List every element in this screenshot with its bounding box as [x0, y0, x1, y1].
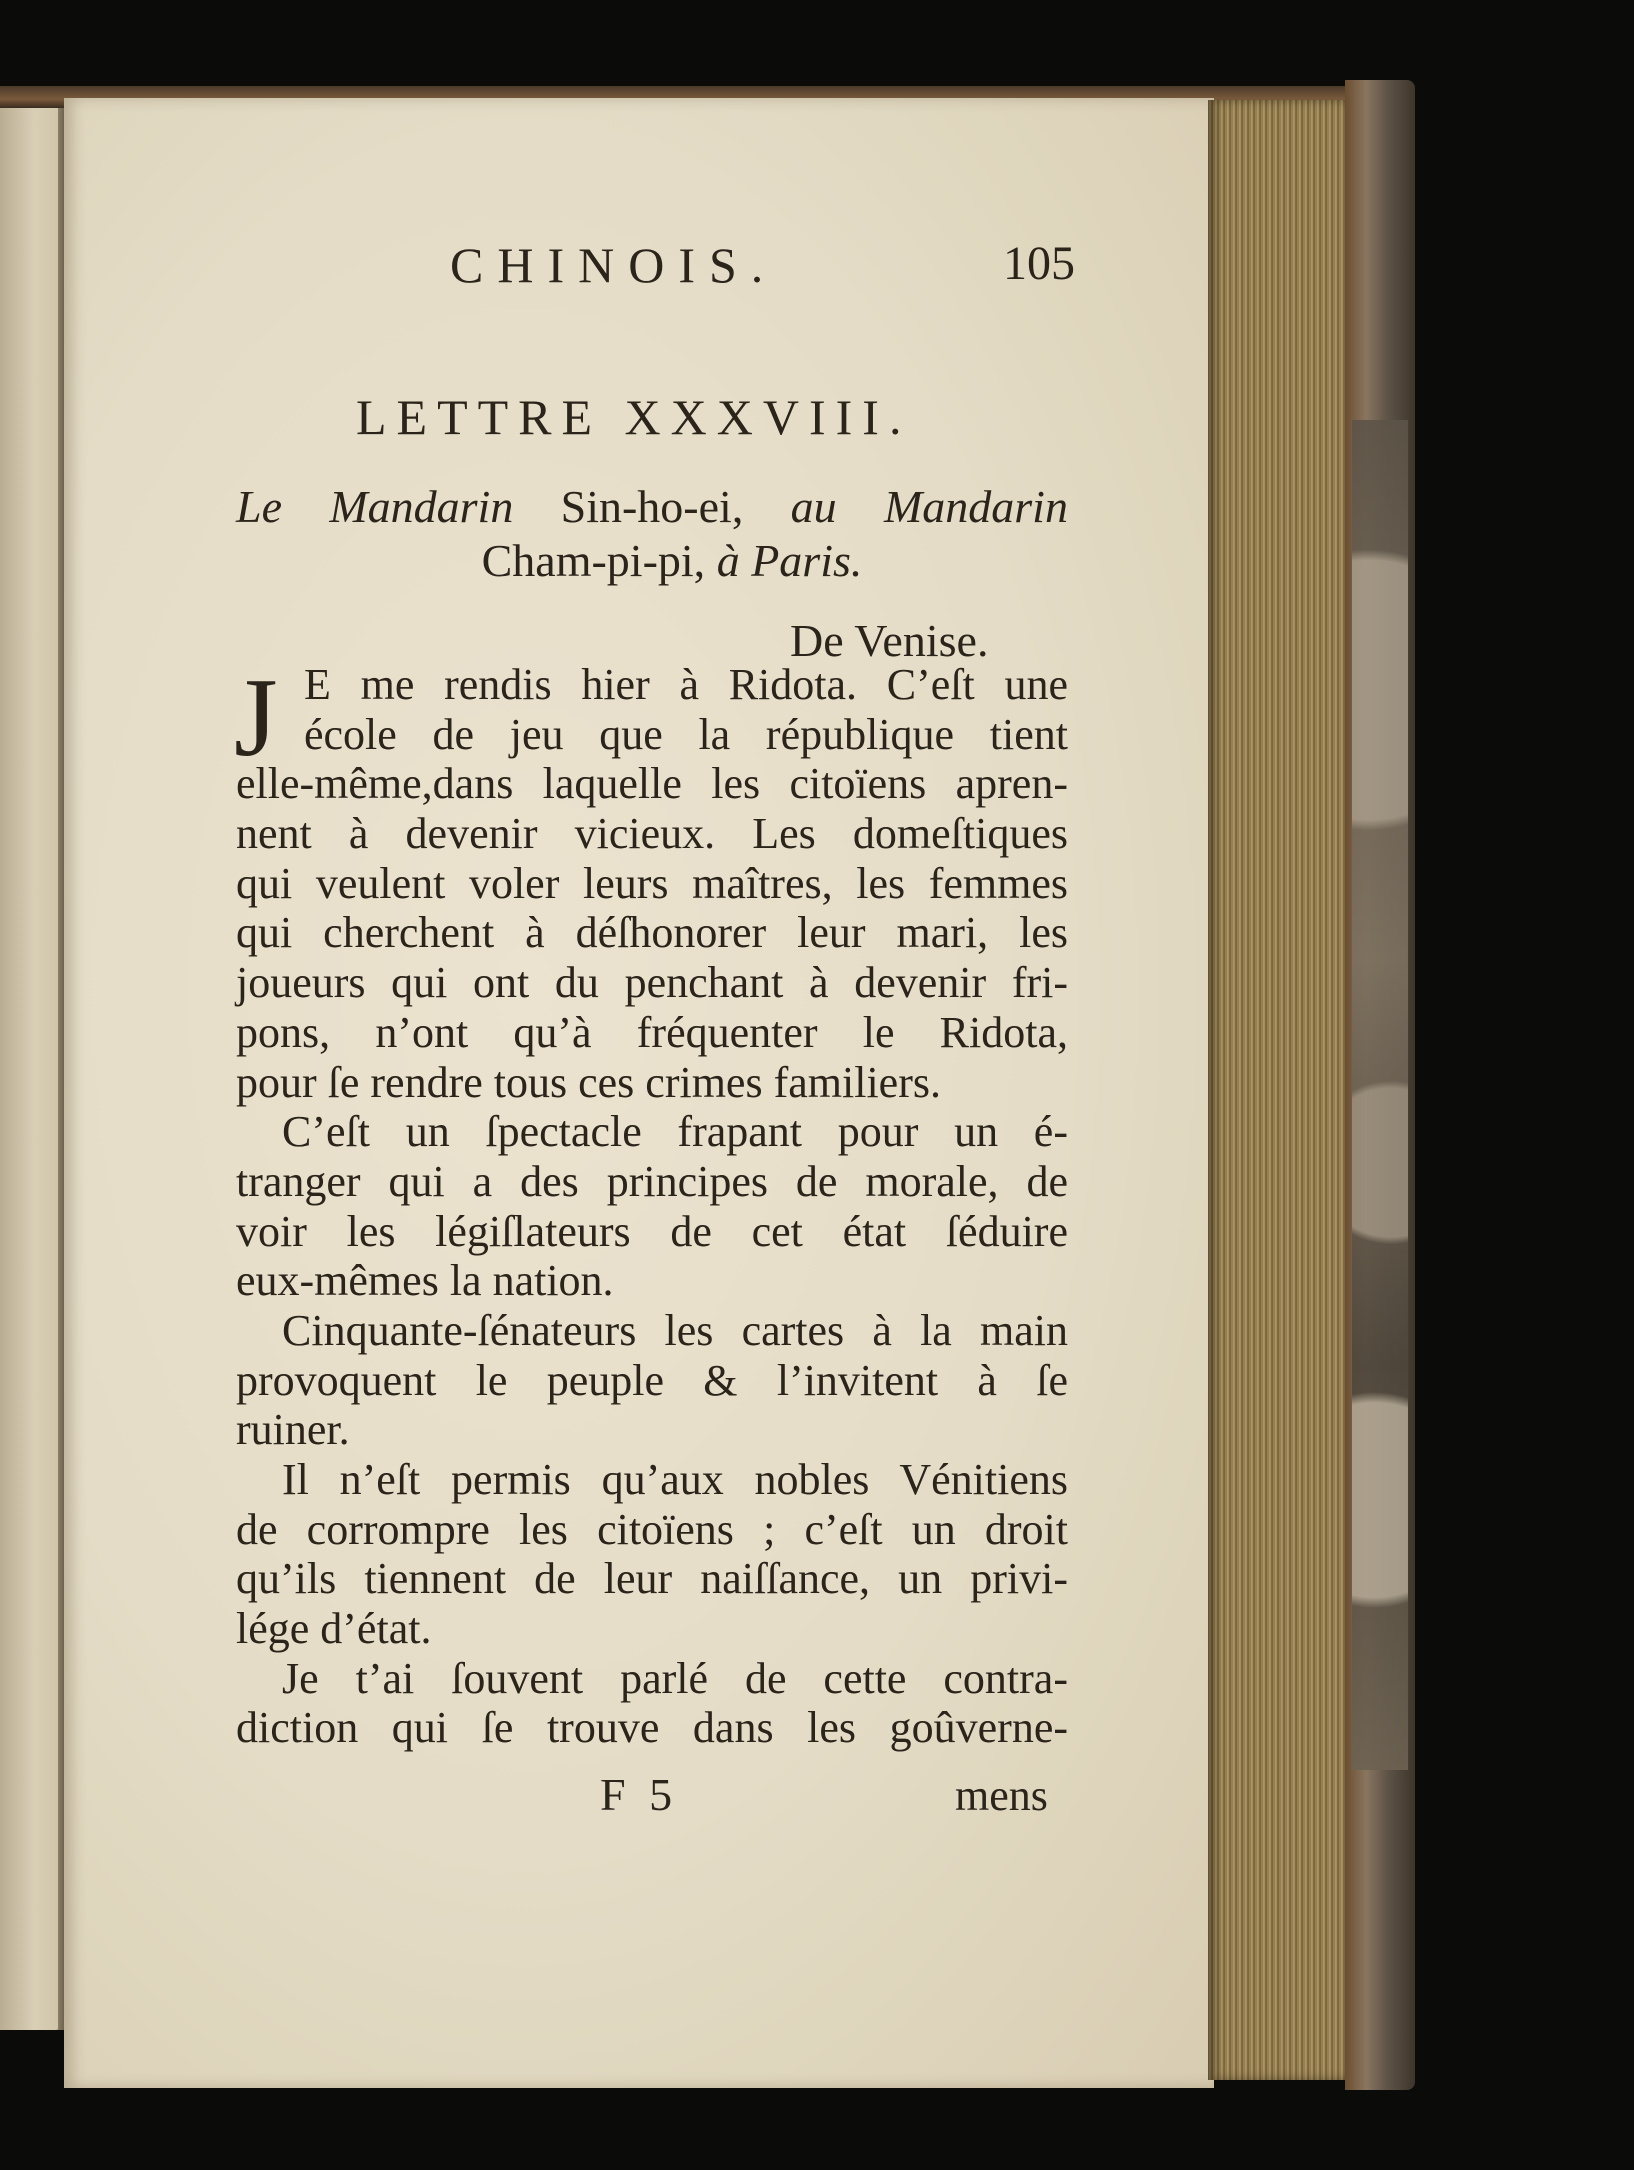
catchword: mens [955, 1771, 1048, 1820]
letter-body [234, 656, 1068, 1753]
page-number: 105 [1003, 237, 1075, 290]
body-line: qu’ils tiennent de leur naiſſance, un privi- [236, 1554, 1068, 1604]
address-line-1 [236, 480, 1068, 534]
letter-title: LETTRE XXXVIII. [356, 389, 912, 445]
body-line: E me rendis hier à Ridota. C’eſt une [304, 660, 1068, 709]
body-line: Cinquante-ſénateurs les cartes à la main [282, 1305, 1068, 1355]
page-fore-edge [1208, 100, 1348, 2080]
body-line: école de jeu que la république tient [304, 709, 1068, 759]
body-line: diction qui ſe trouve dans les goûverne- [236, 1703, 1068, 1753]
body-line: lége d’état. [236, 1604, 432, 1654]
body-line: ruiner. [236, 1405, 350, 1455]
address-line-2 [236, 534, 1068, 588]
body-line: voir les légiſlateurs de cet état ſéduire [236, 1206, 1068, 1256]
address-to-title: Mandarin [883, 481, 1068, 532]
body-line: provoquent le peuple & l’invitent à ſe [236, 1355, 1068, 1405]
body-line: pons, n’ont qu’à fréquenter le Ridota, [236, 1007, 1068, 1057]
body-line: eux-mêmes la nation. [236, 1256, 614, 1306]
body-line: C’eſt un ſpectacle frapant pour un é- [282, 1107, 1068, 1157]
running-head: CHINOIS. [450, 237, 778, 293]
address-to-name: Cham-pi-pi, [481, 535, 706, 586]
body-line: tranger qui a des principes de morale, de [236, 1156, 1068, 1206]
previous-page-edge [0, 100, 62, 2030]
body-line: nent à devenir vicieux. Les domeſtiques [236, 809, 1068, 859]
body-line: qui cherchent à déſhonorer leur mari, les [236, 908, 1068, 958]
drop-cap: J [234, 656, 278, 780]
signature-mark: F 5 [600, 1769, 679, 1820]
body-line: joueurs qui ont du penchant à devenir fri- [236, 958, 1068, 1008]
body-line: qui veulent voler leurs maîtres, les femmes [236, 858, 1068, 908]
body-line: elle-même,dans laquelle les citoïens apren- [236, 759, 1068, 809]
address-to-place: à Paris. [716, 535, 863, 586]
body-line: Il n’eſt permis qu’aux nobles Vénitiens [282, 1455, 1068, 1504]
address-word-au: au [790, 481, 837, 532]
body-line: Je t’ai ſouvent parlé de cette contra- [282, 1653, 1068, 1703]
letter-address [236, 480, 1068, 588]
body-line: pour ſe rendre tous ces crimes familiers. [236, 1057, 941, 1107]
address-word-le: Le [236, 481, 282, 532]
address-from-title: Mandarin [329, 481, 514, 532]
letter-place: De Venise. [790, 615, 989, 666]
marbled-cover-panel [1352, 420, 1408, 1770]
body-line: de corrompre les citoïens ; c’eſt un droit [236, 1504, 1068, 1554]
address-from-name: Sin-ho-ei, [560, 481, 744, 532]
